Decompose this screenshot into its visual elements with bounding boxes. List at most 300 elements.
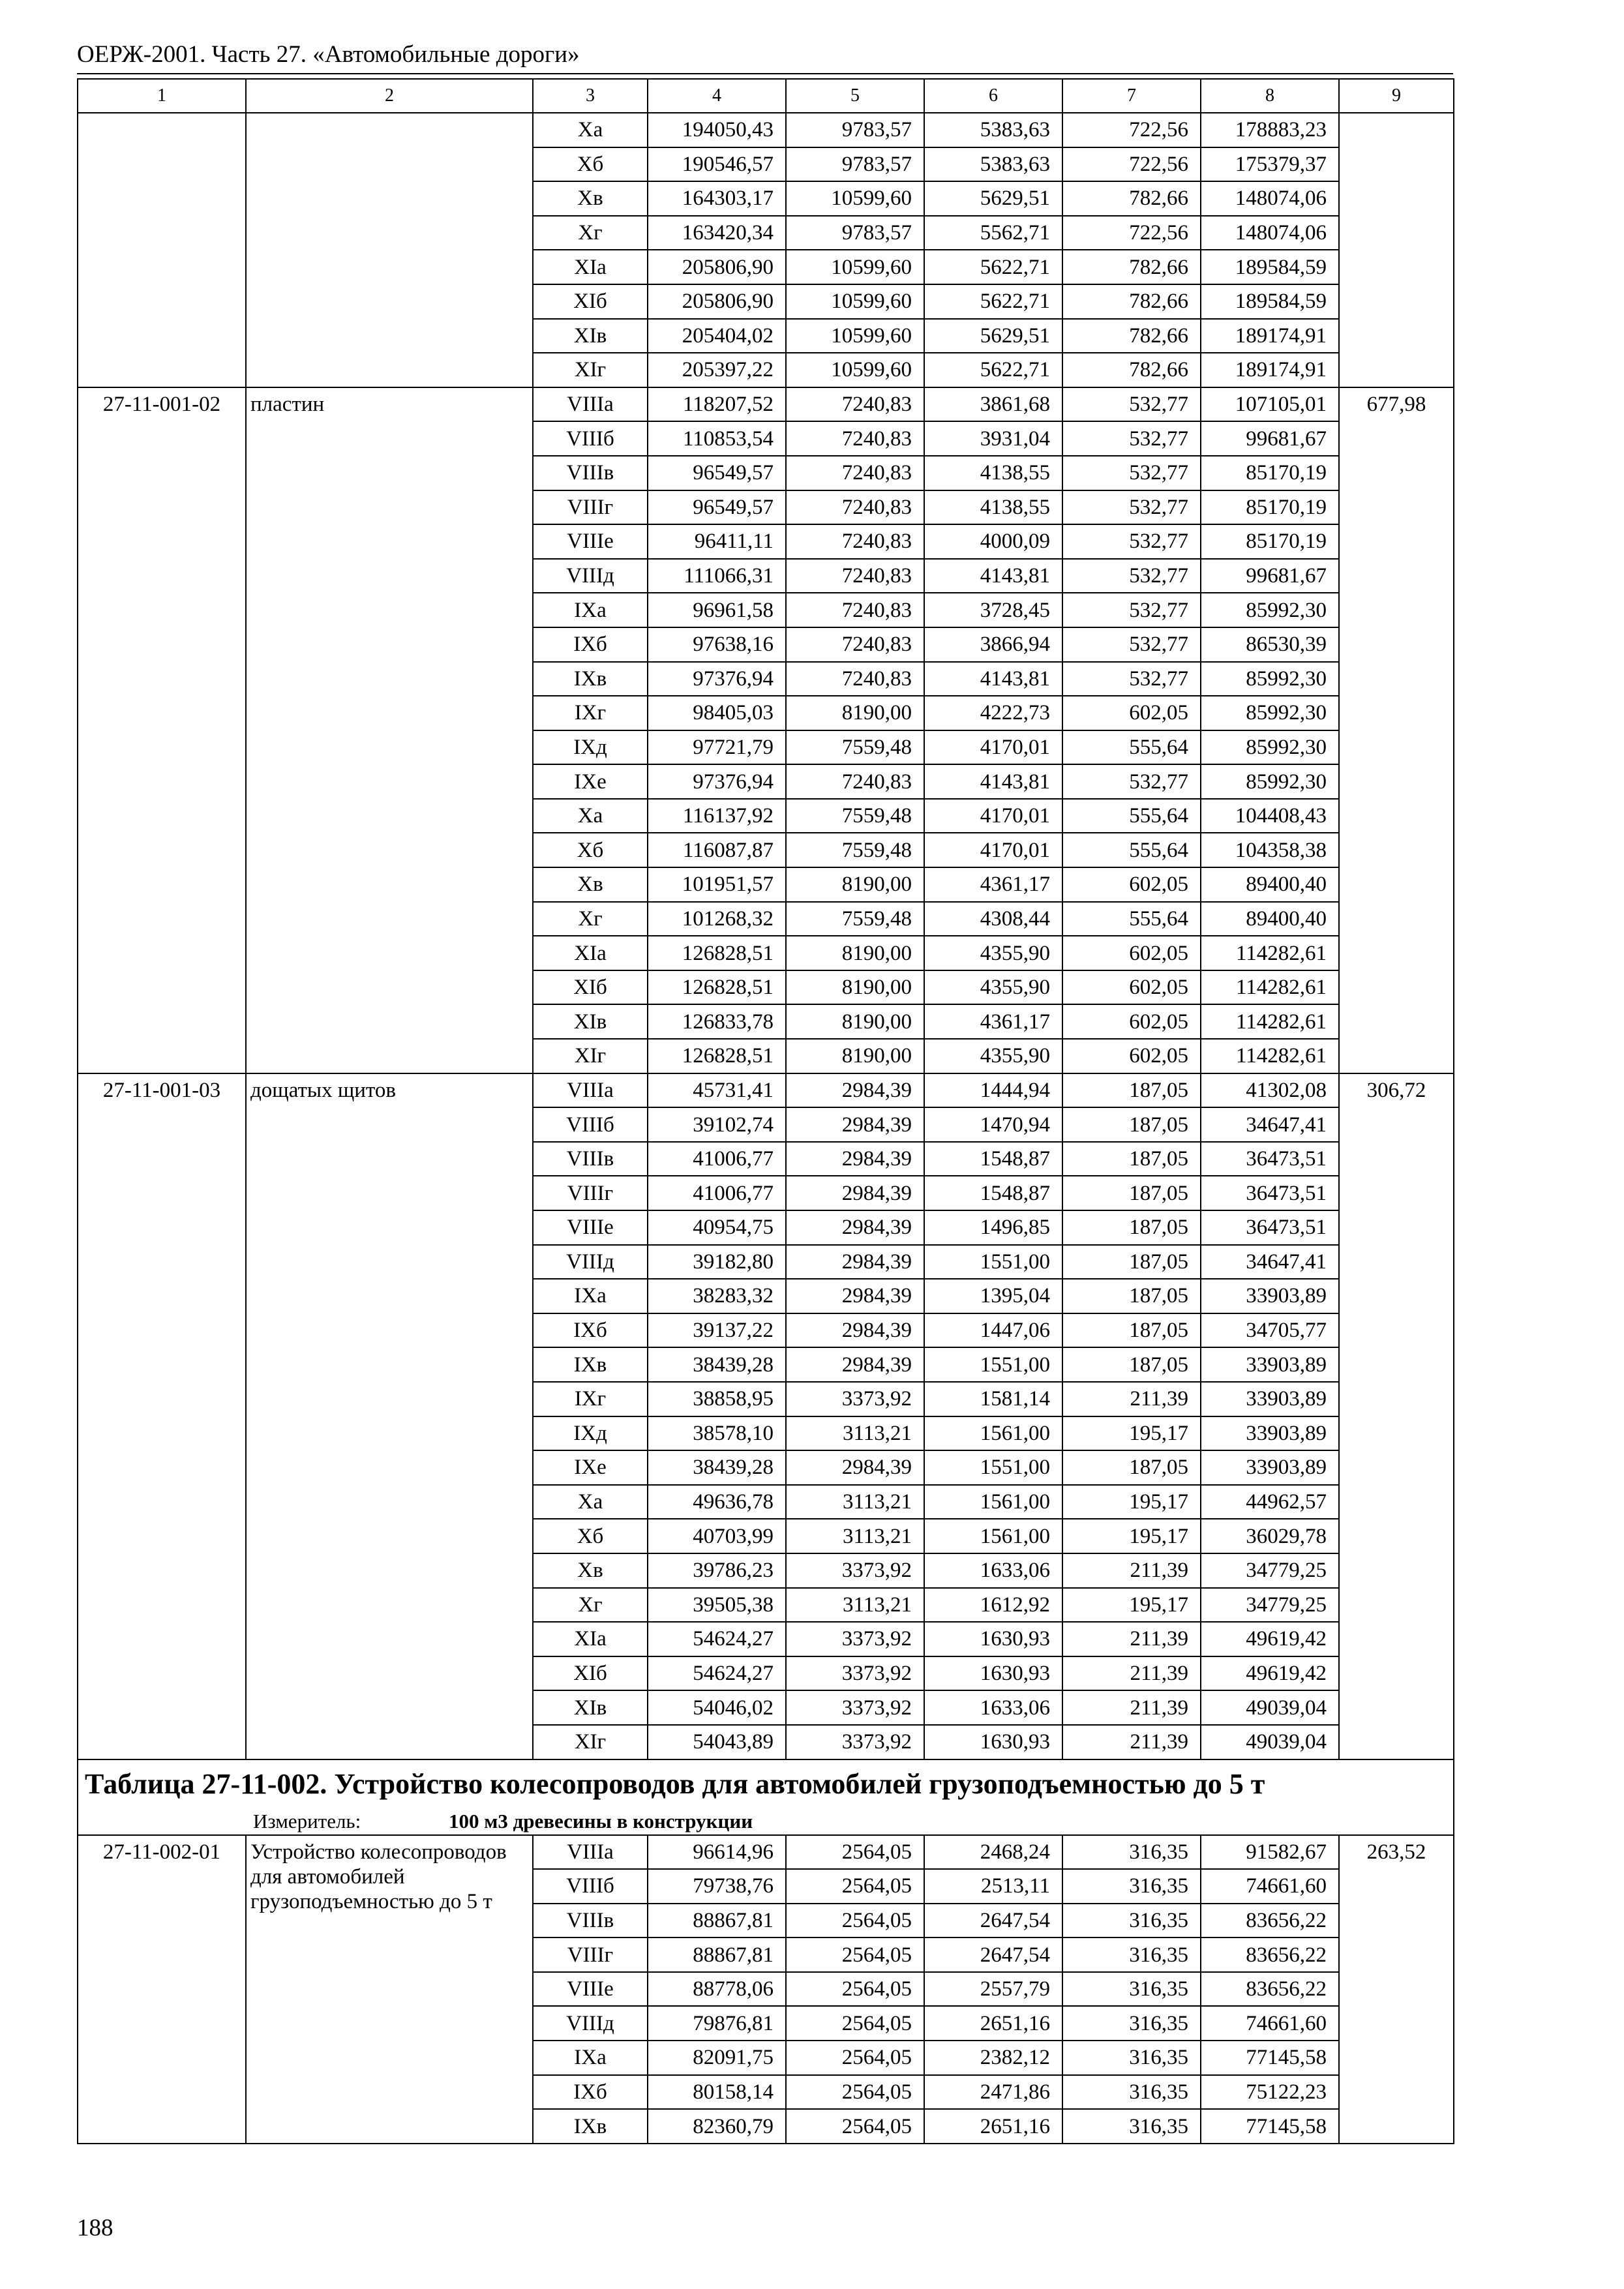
table-title-row xyxy=(78,1759,1454,1808)
value-cell: 126828,51 xyxy=(648,1039,786,1073)
value-cell: 107105,01 xyxy=(1201,387,1339,422)
column-number-cell: 8 xyxy=(1201,79,1339,113)
value-cell: 1630,93 xyxy=(924,1622,1062,1656)
value-cell: 1548,87 xyxy=(924,1142,1062,1176)
value-cell: 38439,28 xyxy=(648,1347,786,1382)
value-cell: 316,35 xyxy=(1062,2006,1201,2041)
rates-table-wrap xyxy=(77,78,1453,2144)
value-cell: 41302,08 xyxy=(1201,1073,1339,1108)
value-cell: 82091,75 xyxy=(648,2041,786,2075)
value-cell: 722,56 xyxy=(1062,113,1201,147)
value-cell: 2564,05 xyxy=(786,2041,924,2075)
value-cell: 602,05 xyxy=(1062,1039,1201,1073)
value-cell: 39102,74 xyxy=(648,1107,786,1142)
value-cell: 5383,63 xyxy=(924,113,1062,147)
value-cell: 1395,04 xyxy=(924,1279,1062,1313)
value-cell: 1551,00 xyxy=(924,1347,1062,1382)
zone-cell: Xб xyxy=(533,833,648,867)
zone-cell: Xа xyxy=(533,799,648,833)
column-number-cell: 5 xyxy=(786,79,924,113)
value-cell: 1447,06 xyxy=(924,1313,1062,1348)
value-cell: 602,05 xyxy=(1062,696,1201,730)
value-cell: 205806,90 xyxy=(648,284,786,319)
value-cell: 126833,78 xyxy=(648,1004,786,1039)
value-cell: 194050,43 xyxy=(648,113,786,147)
table-row xyxy=(78,1835,1454,1870)
value-cell: 39137,22 xyxy=(648,1313,786,1348)
value-cell: 10599,60 xyxy=(786,181,924,216)
value-cell: 38858,95 xyxy=(648,1382,786,1416)
value-cell: 2471,86 xyxy=(924,2075,1062,2110)
value-cell: 33903,89 xyxy=(1201,1382,1339,1416)
zone-cell: VIIIг xyxy=(533,1937,648,1972)
value-cell: 187,05 xyxy=(1062,1313,1201,1348)
value-cell: 91582,67 xyxy=(1201,1835,1339,1870)
value-cell: 316,35 xyxy=(1062,1835,1201,1870)
zone-cell: XIв xyxy=(533,1690,648,1725)
value-cell: 187,05 xyxy=(1062,1073,1201,1108)
value-cell: 49039,04 xyxy=(1201,1725,1339,1759)
value-cell: 205806,90 xyxy=(648,250,786,284)
value-cell: 195,17 xyxy=(1062,1416,1201,1451)
value-cell: 96549,57 xyxy=(648,456,786,490)
value-cell: 3373,92 xyxy=(786,1622,924,1656)
value-cell: 2564,05 xyxy=(786,1869,924,1904)
value-cell: 83656,22 xyxy=(1201,1937,1339,1972)
value-cell: 195,17 xyxy=(1062,1485,1201,1519)
value-cell: 178883,23 xyxy=(1201,113,1339,147)
value-cell: 85170,19 xyxy=(1201,524,1339,559)
value-cell: 316,35 xyxy=(1062,2075,1201,2110)
value-cell: 4170,01 xyxy=(924,799,1062,833)
value-cell: 2513,11 xyxy=(924,1869,1062,1904)
zone-cell: XIб xyxy=(533,970,648,1005)
value-cell: 2564,05 xyxy=(786,2075,924,2110)
zone-cell: Xб xyxy=(533,1519,648,1553)
value-cell: 7240,83 xyxy=(786,456,924,490)
value-cell: 602,05 xyxy=(1062,970,1201,1005)
value-cell: 33903,89 xyxy=(1201,1416,1339,1451)
value-cell: 532,77 xyxy=(1062,593,1201,627)
value-cell: 10599,60 xyxy=(786,284,924,319)
value-cell: 3113,21 xyxy=(786,1485,924,1519)
value-cell: 49039,04 xyxy=(1201,1690,1339,1725)
value-cell: 187,05 xyxy=(1062,1450,1201,1485)
value-cell: 80158,14 xyxy=(648,2075,786,2110)
value-cell: 3373,92 xyxy=(786,1725,924,1759)
value-cell: 5622,71 xyxy=(924,284,1062,319)
zone-cell: IXб xyxy=(533,2075,648,2110)
value-cell: 189584,59 xyxy=(1201,284,1339,319)
value-cell: 77145,58 xyxy=(1201,2109,1339,2144)
value-cell: 10599,60 xyxy=(786,250,924,284)
value-cell: 126828,51 xyxy=(648,936,786,970)
value-cell: 4308,44 xyxy=(924,902,1062,936)
value-cell: 211,39 xyxy=(1062,1553,1201,1588)
value-cell: 96961,58 xyxy=(648,593,786,627)
value-cell: 532,77 xyxy=(1062,662,1201,696)
value-cell: 4222,73 xyxy=(924,696,1062,730)
page-number: 188 xyxy=(77,2215,113,2241)
value-cell: 118207,52 xyxy=(648,387,786,422)
column-number-cell: 2 xyxy=(246,79,533,113)
value-cell: 74661,60 xyxy=(1201,1869,1339,1904)
zone-cell: VIIIа xyxy=(533,1073,648,1108)
value-cell: 126828,51 xyxy=(648,970,786,1005)
value-cell: 89400,40 xyxy=(1201,902,1339,936)
zone-cell: Xг xyxy=(533,1588,648,1623)
value-cell: 114282,61 xyxy=(1201,936,1339,970)
value-cell: 88867,81 xyxy=(648,1937,786,1972)
value-cell: 85992,30 xyxy=(1201,593,1339,627)
value-cell: 7559,48 xyxy=(786,730,924,765)
rate-code-cell xyxy=(78,113,246,387)
value-cell: 5622,71 xyxy=(924,250,1062,284)
value-cell: 148074,06 xyxy=(1201,181,1339,216)
value-cell: 38439,28 xyxy=(648,1450,786,1485)
value-cell: 4355,90 xyxy=(924,970,1062,1005)
value-cell: 3373,92 xyxy=(786,1656,924,1691)
value-cell: 4143,81 xyxy=(924,662,1062,696)
table-title: Таблица 27-11-002. Устройство колесопроводов для автомобилей грузоподъемностью до 5 т xyxy=(78,1759,1454,1808)
value-cell: 782,66 xyxy=(1062,353,1201,387)
value-cell: 189174,91 xyxy=(1201,319,1339,353)
value-cell: 782,66 xyxy=(1062,284,1201,319)
zone-cell: VIIIв xyxy=(533,1142,648,1176)
value-cell: 3861,68 xyxy=(924,387,1062,422)
value-cell: 39786,23 xyxy=(648,1553,786,1588)
value-cell: 2564,05 xyxy=(786,1904,924,1938)
value-cell: 1561,00 xyxy=(924,1416,1062,1451)
value-cell: 7240,83 xyxy=(786,662,924,696)
value-cell: 83656,22 xyxy=(1201,1904,1339,1938)
value-cell: 532,77 xyxy=(1062,387,1201,422)
value-cell: 88778,06 xyxy=(648,1972,786,2007)
value-cell: 85992,30 xyxy=(1201,696,1339,730)
zone-cell: Xг xyxy=(533,902,648,936)
value-cell: 40703,99 xyxy=(648,1519,786,1553)
header-rule xyxy=(77,73,1453,74)
value-cell: 211,39 xyxy=(1062,1382,1201,1416)
value-cell: 190546,57 xyxy=(648,147,786,182)
value-cell: 36029,78 xyxy=(1201,1519,1339,1553)
value-cell: 54046,02 xyxy=(648,1690,786,1725)
zone-cell: IXб xyxy=(533,1313,648,1348)
value-cell: 532,77 xyxy=(1062,764,1201,799)
value-cell: 187,05 xyxy=(1062,1347,1201,1382)
value-cell: 85992,30 xyxy=(1201,764,1339,799)
value-cell: 36473,51 xyxy=(1201,1210,1339,1245)
value-cell: 2382,12 xyxy=(924,2041,1062,2075)
meter-cell xyxy=(78,1808,1454,1835)
work-name-cell: пластин xyxy=(246,387,533,1073)
column-number-cell: 7 xyxy=(1062,79,1201,113)
zone-cell: XIг xyxy=(533,1039,648,1073)
value-cell: 114282,61 xyxy=(1201,970,1339,1005)
zone-cell: VIIIа xyxy=(533,387,648,422)
value-cell: 1630,93 xyxy=(924,1656,1062,1691)
value-cell: 3373,92 xyxy=(786,1382,924,1416)
value-cell: 187,05 xyxy=(1062,1245,1201,1279)
value-cell: 1444,94 xyxy=(924,1073,1062,1108)
value-cell: 3728,45 xyxy=(924,593,1062,627)
value-cell: 4361,17 xyxy=(924,1004,1062,1039)
value-cell: 4138,55 xyxy=(924,456,1062,490)
zone-cell: IXа xyxy=(533,2041,648,2075)
value-cell: 33903,89 xyxy=(1201,1450,1339,1485)
value-cell: 114282,61 xyxy=(1201,1039,1339,1073)
value-cell: 34779,25 xyxy=(1201,1553,1339,1588)
value-cell: 4000,09 xyxy=(924,524,1062,559)
column-number-cell: 9 xyxy=(1339,79,1454,113)
value-cell: 316,35 xyxy=(1062,1869,1201,1904)
value-cell: 1561,00 xyxy=(924,1519,1062,1553)
table-row xyxy=(78,387,1454,422)
zone-cell: IXв xyxy=(533,1347,648,1382)
value-cell: 8190,00 xyxy=(786,696,924,730)
rates-table xyxy=(77,78,1454,2144)
zone-cell: XIг xyxy=(533,353,648,387)
zone-cell: XIг xyxy=(533,1725,648,1759)
value-cell: 189174,91 xyxy=(1201,353,1339,387)
value-cell: 2651,16 xyxy=(924,2109,1062,2144)
labor-cell: 263,52 xyxy=(1339,1835,1454,2144)
value-cell: 116087,87 xyxy=(648,833,786,867)
zone-cell: VIIIв xyxy=(533,1904,648,1938)
value-cell: 86530,39 xyxy=(1201,627,1339,662)
value-cell: 3866,94 xyxy=(924,627,1062,662)
value-cell: 175379,37 xyxy=(1201,147,1339,182)
value-cell: 97376,94 xyxy=(648,662,786,696)
zone-cell: XIб xyxy=(533,284,648,319)
value-cell: 532,77 xyxy=(1062,456,1201,490)
value-cell: 2557,79 xyxy=(924,1972,1062,2007)
value-cell: 98405,03 xyxy=(648,696,786,730)
value-cell: 9783,57 xyxy=(786,147,924,182)
column-number-row xyxy=(78,79,1454,113)
value-cell: 316,35 xyxy=(1062,1904,1201,1938)
value-cell: 40954,75 xyxy=(648,1210,786,1245)
value-cell: 4170,01 xyxy=(924,730,1062,765)
meter-label: Измеритель: xyxy=(253,1809,361,1833)
value-cell: 782,66 xyxy=(1062,319,1201,353)
value-cell: 1470,94 xyxy=(924,1107,1062,1142)
value-cell: 77145,58 xyxy=(1201,2041,1339,2075)
value-cell: 555,64 xyxy=(1062,799,1201,833)
value-cell: 45731,41 xyxy=(648,1073,786,1108)
zone-cell: IXб xyxy=(533,627,648,662)
value-cell: 96549,57 xyxy=(648,490,786,525)
value-cell: 54624,27 xyxy=(648,1622,786,1656)
zone-cell: IXг xyxy=(533,1382,648,1416)
value-cell: 4170,01 xyxy=(924,833,1062,867)
value-cell: 2984,39 xyxy=(786,1347,924,1382)
value-cell: 2651,16 xyxy=(924,2006,1062,2041)
value-cell: 7240,83 xyxy=(786,490,924,525)
value-cell: 79876,81 xyxy=(648,2006,786,2041)
value-cell: 83656,22 xyxy=(1201,1972,1339,2007)
zone-cell: VIIIе xyxy=(533,524,648,559)
value-cell: 5562,71 xyxy=(924,216,1062,250)
work-name-cell: Устройство колесопроводов для автомобилей грузоподъемностью до 5 т xyxy=(246,1835,533,2144)
value-cell: 602,05 xyxy=(1062,936,1201,970)
value-cell: 532,77 xyxy=(1062,421,1201,456)
zone-cell: VIIIв xyxy=(533,456,648,490)
value-cell: 2564,05 xyxy=(786,2006,924,2041)
value-cell: 79738,76 xyxy=(648,1869,786,1904)
value-cell: 5622,71 xyxy=(924,353,1062,387)
value-cell: 104358,38 xyxy=(1201,833,1339,867)
work-name-cell xyxy=(246,113,533,387)
zone-cell: IXа xyxy=(533,593,648,627)
value-cell: 38283,32 xyxy=(648,1279,786,1313)
zone-cell: IXе xyxy=(533,764,648,799)
value-cell: 205404,02 xyxy=(648,319,786,353)
zone-cell: Xг xyxy=(533,216,648,250)
zone-cell: Xв xyxy=(533,181,648,216)
zone-cell: IXг xyxy=(533,696,648,730)
value-cell: 187,05 xyxy=(1062,1107,1201,1142)
value-cell: 5383,63 xyxy=(924,147,1062,182)
value-cell: 54043,89 xyxy=(648,1725,786,1759)
value-cell: 34647,41 xyxy=(1201,1107,1339,1142)
value-cell: 9783,57 xyxy=(786,113,924,147)
value-cell: 1551,00 xyxy=(924,1245,1062,1279)
value-cell: 722,56 xyxy=(1062,216,1201,250)
value-cell: 97376,94 xyxy=(648,764,786,799)
value-cell: 8190,00 xyxy=(786,936,924,970)
value-cell: 3373,92 xyxy=(786,1553,924,1588)
value-cell: 532,77 xyxy=(1062,490,1201,525)
value-cell: 1551,00 xyxy=(924,1450,1062,1485)
value-cell: 41006,77 xyxy=(648,1142,786,1176)
value-cell: 8190,00 xyxy=(786,1004,924,1039)
value-cell: 782,66 xyxy=(1062,181,1201,216)
value-cell: 1561,00 xyxy=(924,1485,1062,1519)
zone-cell: VIIIд xyxy=(533,2006,648,2041)
value-cell: 89400,40 xyxy=(1201,867,1339,902)
zone-cell: VIIIе xyxy=(533,1210,648,1245)
value-cell: 85992,30 xyxy=(1201,730,1339,765)
value-cell: 99681,67 xyxy=(1201,421,1339,456)
zone-cell: XIв xyxy=(533,319,648,353)
value-cell: 49636,78 xyxy=(648,1485,786,1519)
zone-cell: IXв xyxy=(533,2109,648,2144)
value-cell: 5629,51 xyxy=(924,181,1062,216)
value-cell: 7559,48 xyxy=(786,902,924,936)
zone-cell: VIIIг xyxy=(533,490,648,525)
value-cell: 97721,79 xyxy=(648,730,786,765)
value-cell: 34647,41 xyxy=(1201,1245,1339,1279)
labor-cell: 306,72 xyxy=(1339,1073,1454,1759)
value-cell: 10599,60 xyxy=(786,353,924,387)
running-header: ОЕРЖ-2001. Часть 27. «Автомобильные дороги» xyxy=(77,41,580,68)
value-cell: 104408,43 xyxy=(1201,799,1339,833)
zone-cell: XIв xyxy=(533,1004,648,1039)
zone-cell: IXа xyxy=(533,1279,648,1313)
value-cell: 99681,67 xyxy=(1201,559,1339,593)
zone-cell: XIа xyxy=(533,250,648,284)
value-cell: 211,39 xyxy=(1062,1622,1201,1656)
value-cell: 2984,39 xyxy=(786,1107,924,1142)
zone-cell: IXд xyxy=(533,1416,648,1451)
zone-cell: VIIIе xyxy=(533,1972,648,2007)
value-cell: 34705,77 xyxy=(1201,1313,1339,1348)
zone-cell: Xв xyxy=(533,867,648,902)
value-cell: 3373,92 xyxy=(786,1690,924,1725)
value-cell: 163420,34 xyxy=(648,216,786,250)
value-cell: 2984,39 xyxy=(786,1176,924,1210)
table-body xyxy=(78,79,1454,2144)
value-cell: 205397,22 xyxy=(648,353,786,387)
value-cell: 3113,21 xyxy=(786,1588,924,1623)
value-cell: 316,35 xyxy=(1062,2109,1201,2144)
value-cell: 96411,11 xyxy=(648,524,786,559)
value-cell: 114282,61 xyxy=(1201,1004,1339,1039)
value-cell: 2984,39 xyxy=(786,1450,924,1485)
value-cell: 101268,32 xyxy=(648,902,786,936)
value-cell: 41006,77 xyxy=(648,1176,786,1210)
value-cell: 44962,57 xyxy=(1201,1485,1339,1519)
zone-cell: IXе xyxy=(533,1450,648,1485)
zone-cell: Xв xyxy=(533,1553,648,1588)
value-cell: 602,05 xyxy=(1062,1004,1201,1039)
zone-cell: XIа xyxy=(533,1622,648,1656)
value-cell: 7240,83 xyxy=(786,764,924,799)
value-cell: 7240,83 xyxy=(786,387,924,422)
value-cell: 2564,05 xyxy=(786,1835,924,1870)
value-cell: 33903,89 xyxy=(1201,1347,1339,1382)
zone-cell: VIIIб xyxy=(533,1869,648,1904)
table-row xyxy=(78,1073,1454,1108)
labor-cell xyxy=(1339,113,1454,387)
value-cell: 1633,06 xyxy=(924,1690,1062,1725)
column-number-cell: 1 xyxy=(78,79,246,113)
value-cell: 211,39 xyxy=(1062,1656,1201,1691)
value-cell: 4143,81 xyxy=(924,764,1062,799)
column-number-cell: 4 xyxy=(648,79,786,113)
value-cell: 8190,00 xyxy=(786,1039,924,1073)
value-cell: 4143,81 xyxy=(924,559,1062,593)
value-cell: 3113,21 xyxy=(786,1416,924,1451)
value-cell: 2564,05 xyxy=(786,2109,924,2144)
value-cell: 2647,54 xyxy=(924,1904,1062,1938)
value-cell: 10599,60 xyxy=(786,319,924,353)
value-cell: 2564,05 xyxy=(786,1972,924,2007)
labor-cell: 677,98 xyxy=(1339,387,1454,1073)
value-cell: 555,64 xyxy=(1062,730,1201,765)
zone-cell: Xб xyxy=(533,147,648,182)
value-cell: 2564,05 xyxy=(786,1937,924,1972)
value-cell: 2984,39 xyxy=(786,1142,924,1176)
value-cell: 9783,57 xyxy=(786,216,924,250)
work-name-cell: дощатых щитов xyxy=(246,1073,533,1759)
value-cell: 7240,83 xyxy=(786,421,924,456)
value-cell: 187,05 xyxy=(1062,1279,1201,1313)
value-cell: 187,05 xyxy=(1062,1142,1201,1176)
value-cell: 602,05 xyxy=(1062,867,1201,902)
zone-cell: XIа xyxy=(533,936,648,970)
value-cell: 82360,79 xyxy=(648,2109,786,2144)
value-cell: 110853,54 xyxy=(648,421,786,456)
value-cell: 2468,24 xyxy=(924,1835,1062,1870)
zone-cell: Xа xyxy=(533,113,648,147)
value-cell: 7240,83 xyxy=(786,593,924,627)
value-cell: 85170,19 xyxy=(1201,456,1339,490)
rate-code-cell: 27-11-001-02 xyxy=(78,387,246,1073)
zone-cell: VIIIб xyxy=(533,421,648,456)
value-cell: 54624,27 xyxy=(648,1656,786,1691)
